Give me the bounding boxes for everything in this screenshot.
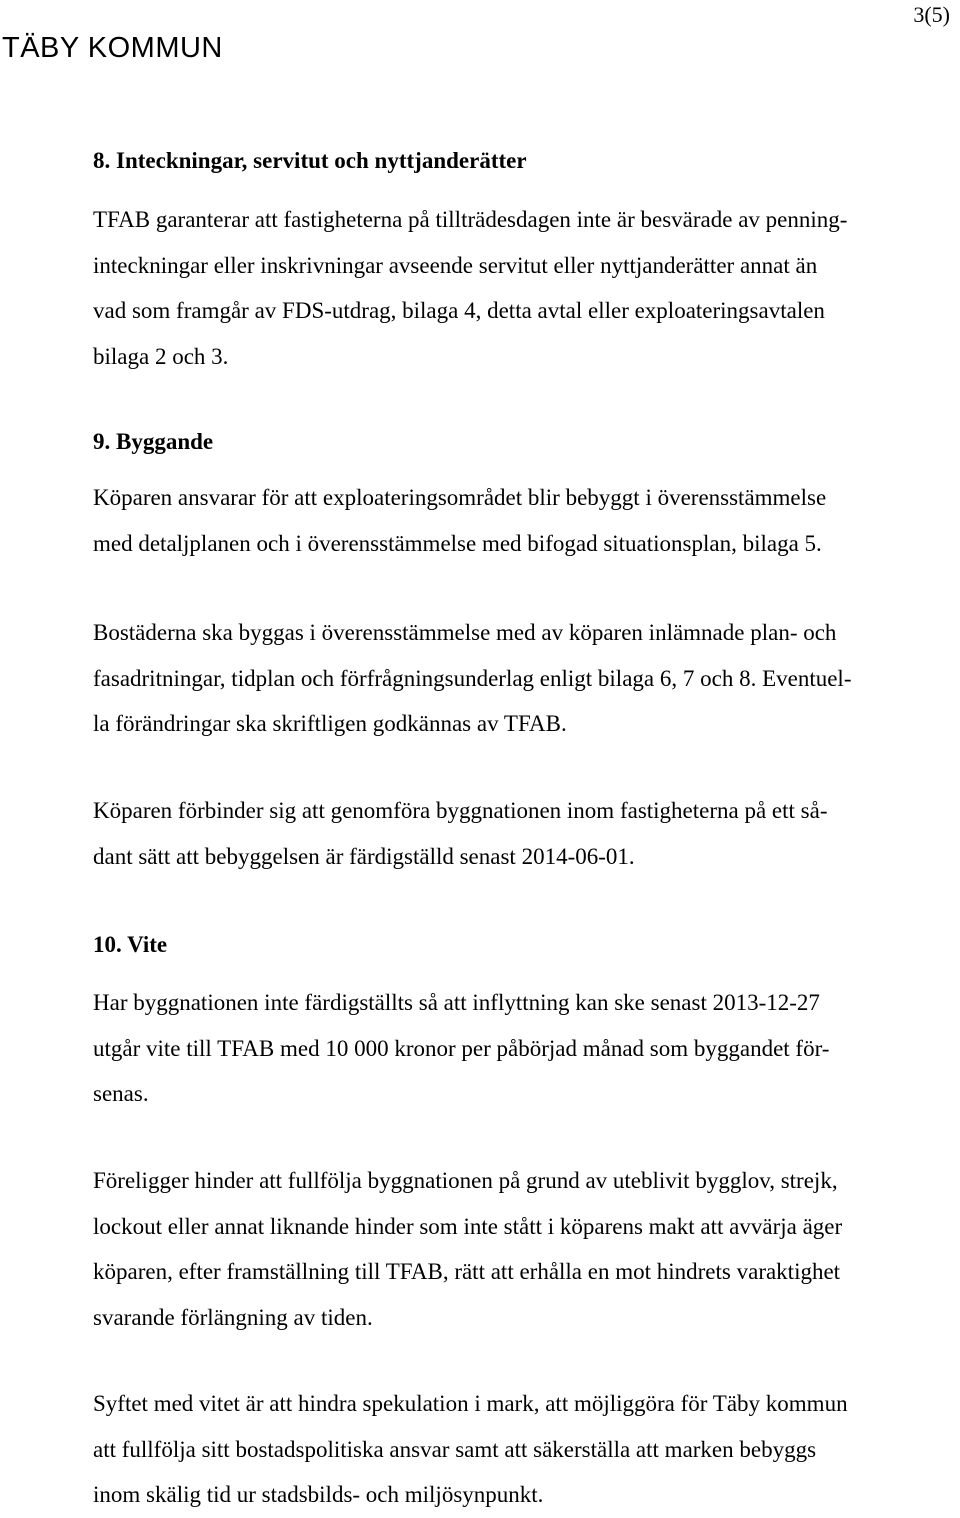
page-number: 3(5) xyxy=(913,2,950,27)
text-line: dant sätt att bebyggelsen är färdigställd senast 2014-06-01. xyxy=(93,843,635,869)
text-line: inom skälig tid ur stadsbilds- och miljösynpunkt. xyxy=(93,1482,544,1507)
text-line: vad som framgår av FDS-utdrag, bilaga 4, detta avtal eller exploateringsavtalen xyxy=(93,298,825,323)
text-line: Köparen ansvarar för att exploateringsområdet blir bebyggt i överensstämmelse xyxy=(93,485,827,510)
section-10-paragraph-2 xyxy=(93,1158,943,1340)
text-line: bilaga 2 och 3. xyxy=(93,343,229,369)
text-line: köparen, efter framställning till TFAB, rätt att erhålla en mot hindrets varaktighet xyxy=(93,1259,841,1284)
text-line: Föreligger hinder att fullfölja byggnationen på grund av uteblivit bygglov, strejk, xyxy=(93,1168,838,1193)
text-line: utgår vite till TFAB med 10 000 kronor per påbörjad månad som byggandet för- xyxy=(93,1035,830,1061)
section-8-heading: 8. Inteckningar, servitut och nyttjanderätter xyxy=(93,148,527,173)
text-line: Har byggnationen inte färdigställts så att inflyttning kan ske senast 2013-12-27 xyxy=(93,990,820,1015)
section-10-heading: 10. Vite xyxy=(93,932,168,957)
section-9-paragraph-1 xyxy=(93,475,943,566)
section-10-paragraph-1 xyxy=(93,980,943,1117)
text-line: Syftet med vitet är att hindra spekulation i mark, att möjliggöra för Täby kommun xyxy=(93,1391,848,1416)
text-line: fasadritningar, tidplan och förfrågningsunderlag enligt bilaga 6, 7 och 8. Eventuel- xyxy=(93,665,852,691)
text-line: senas. xyxy=(93,1081,149,1106)
text-line: svarande förlängning av tiden. xyxy=(93,1304,373,1330)
text-line: Bostäderna ska byggas i överensstämmelse med av köparen inlämnade plan- och xyxy=(93,620,837,645)
section-9-paragraph-2 xyxy=(93,610,943,747)
section-9-heading: 9. Byggande xyxy=(93,429,214,454)
section-8-paragraph-1 xyxy=(93,197,943,379)
organization-name: TÄBY KOMMUN xyxy=(2,32,223,64)
text-line: lockout eller annat liknande hinder som inte stått i köparens makt att avvärja äger xyxy=(93,1213,843,1239)
text-line: inteckningar eller inskrivningar avseende servitut eller nyttjanderätter annat än xyxy=(93,252,818,278)
section-10-paragraph-3 xyxy=(93,1381,943,1518)
text-line: att fullfölja sitt bostadspolitiska ansvar samt att säkerställa att marken bebyggs xyxy=(93,1436,817,1462)
section-9-paragraph-3 xyxy=(93,788,943,879)
text-line: Köparen förbinder sig att genomföra byggnationen inom fastigheterna på ett så- xyxy=(93,798,828,823)
text-line: TFAB garanterar att fastigheterna på tillträdesdagen inte är besvärade av penning- xyxy=(93,207,848,232)
text-line: med detaljplanen och i överensstämmelse med bifogad situationsplan, bilaga 5. xyxy=(93,530,822,556)
text-line: la förändringar ska skriftligen godkännas av TFAB. xyxy=(93,711,567,736)
